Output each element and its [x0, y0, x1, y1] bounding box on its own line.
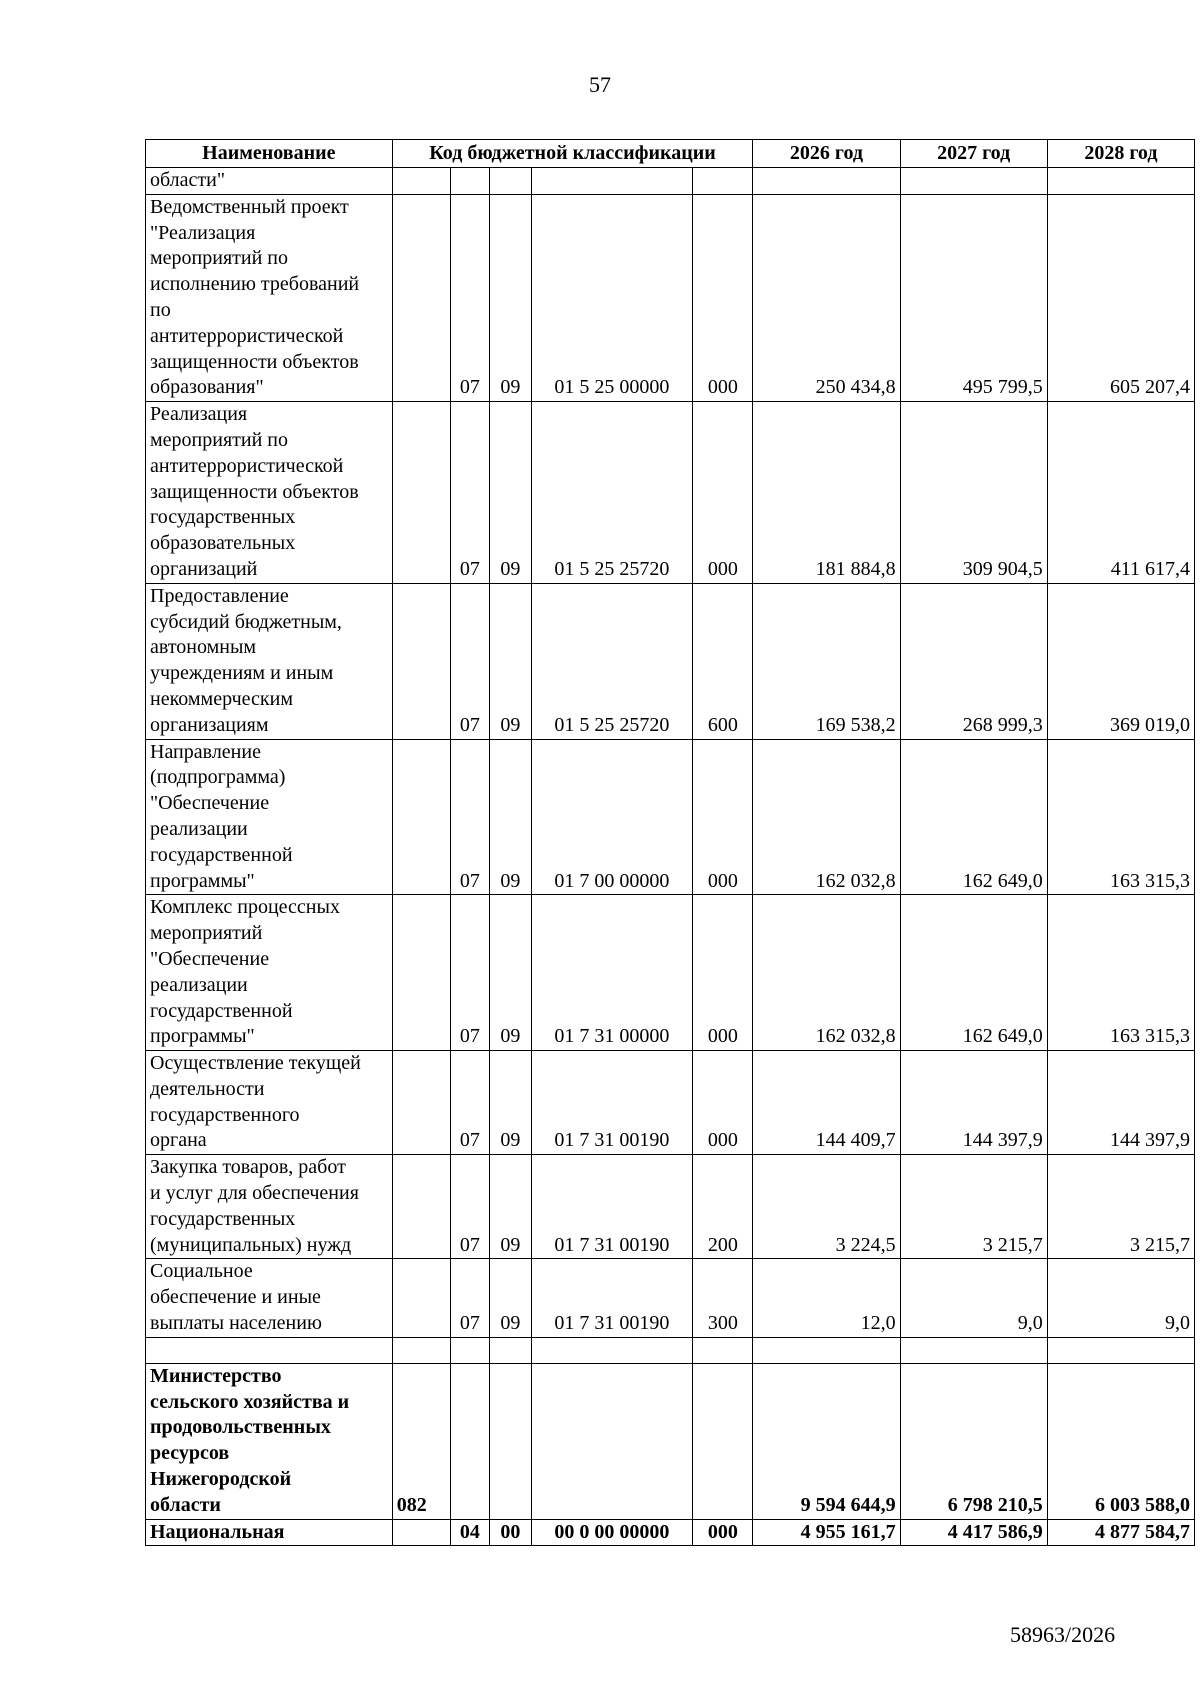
- cell-2028: 144 397,9: [1047, 1051, 1194, 1155]
- cell-2028: [1047, 168, 1194, 195]
- header-2028: 2028 год: [1047, 140, 1194, 168]
- cell-name: Министерство сельского хозяйства и продовольственных ресурсов Нижегородской области: [146, 1363, 393, 1519]
- table-row: [146, 1259, 1195, 1337]
- cell-2027: 4 417 586,9: [900, 1519, 1047, 1546]
- cell-2028: 9,0: [1047, 1259, 1194, 1337]
- cell-subsection: 09: [490, 1051, 531, 1155]
- table-row: [146, 583, 1195, 739]
- cell-section: 07: [450, 1259, 489, 1337]
- cell-subsection: [490, 1363, 531, 1519]
- cell-target-article: [531, 168, 693, 195]
- header-2027: 2027 год: [900, 140, 1047, 168]
- cell-target-article: 01 7 00 00000: [531, 739, 693, 895]
- cell-2026: 9 594 644,9: [753, 1363, 900, 1519]
- cell-section: 07: [450, 194, 489, 401]
- cell-subsection: [490, 1337, 531, 1363]
- cell-expense-type: 000: [693, 1519, 753, 1546]
- cell-2028: 411 617,4: [1047, 402, 1194, 584]
- cell-2028: 369 019,0: [1047, 583, 1194, 739]
- cell-2027: 9,0: [900, 1259, 1047, 1337]
- cell-2026: 4 955 161,7: [753, 1519, 900, 1546]
- cell-name: Национальная: [146, 1519, 393, 1546]
- cell-expense-type: 000: [693, 1051, 753, 1155]
- cell-subsection: 09: [490, 1155, 531, 1259]
- cell-2026: 3 224,5: [753, 1155, 900, 1259]
- cell-2026: 162 032,8: [753, 739, 900, 895]
- cell-2027: 309 904,5: [900, 402, 1047, 584]
- header-name: Наименование: [146, 140, 393, 168]
- cell-subsection: [490, 168, 531, 195]
- budget-table: [145, 139, 1195, 1546]
- cell-expense-type: 000: [693, 194, 753, 401]
- cell-target-article: 00 0 00 00000: [531, 1519, 693, 1546]
- cell-name: области": [146, 168, 393, 195]
- cell-name: Ведомственный проект "Реализация мероприятий по исполнению требований по антитеррористической защищенности объектов образования": [146, 194, 393, 401]
- cell-section: 07: [450, 739, 489, 895]
- cell-target-article: 01 5 25 25720: [531, 402, 693, 584]
- cell-expense-type: 200: [693, 1155, 753, 1259]
- cell-admin-code: [392, 1259, 450, 1337]
- cell-target-article: 01 7 31 00000: [531, 895, 693, 1051]
- header-budget-code: Код бюджетной классификации: [392, 140, 753, 168]
- cell-2027: 162 649,0: [900, 739, 1047, 895]
- table-header-row: [146, 140, 1195, 168]
- table-row: [146, 1051, 1195, 1155]
- document-number: 58963/2026: [1010, 1622, 1116, 1647]
- cell-target-article: 01 7 31 00190: [531, 1259, 693, 1337]
- cell-subsection: 09: [490, 1259, 531, 1337]
- cell-name: Реализация мероприятий по антитеррористической защищенности объектов государственных образовательных организаций: [146, 402, 393, 584]
- cell-admin-code: [392, 402, 450, 584]
- cell-target-article: 01 7 31 00190: [531, 1051, 693, 1155]
- table-row: [146, 168, 1195, 195]
- cell-2027: [900, 168, 1047, 195]
- cell-2027: 6 798 210,5: [900, 1363, 1047, 1519]
- cell-2027: 268 999,3: [900, 583, 1047, 739]
- cell-2026: 250 434,8: [753, 194, 900, 401]
- cell-2027: 495 799,5: [900, 194, 1047, 401]
- cell-subsection: 09: [490, 895, 531, 1051]
- cell-2026: 12,0: [753, 1259, 900, 1337]
- cell-name: Закупка товаров, работ и услуг для обеспечения государственных (муниципальных) нужд: [146, 1155, 393, 1259]
- table-row: [146, 1519, 1195, 1546]
- cell-2028: 163 315,3: [1047, 739, 1194, 895]
- cell-expense-type: [693, 168, 753, 195]
- cell-admin-code: [392, 583, 450, 739]
- cell-admin-code: [392, 1155, 450, 1259]
- cell-2028: 3 215,7: [1047, 1155, 1194, 1259]
- cell-admin-code: [392, 895, 450, 1051]
- cell-target-article: 01 7 31 00190: [531, 1155, 693, 1259]
- cell-name: Социальное обеспечение и иные выплаты населению: [146, 1259, 393, 1337]
- table-row: [146, 895, 1195, 1051]
- cell-subsection: 09: [490, 583, 531, 739]
- cell-expense-type: 300: [693, 1259, 753, 1337]
- cell-section: 07: [450, 1155, 489, 1259]
- cell-subsection: 09: [490, 739, 531, 895]
- cell-2028: [1047, 1337, 1194, 1363]
- cell-admin-code: [392, 739, 450, 895]
- cell-expense-type: 000: [693, 402, 753, 584]
- cell-2027: 162 649,0: [900, 895, 1047, 1051]
- header-2026: 2026 год: [753, 140, 900, 168]
- cell-section: [450, 1337, 489, 1363]
- cell-section: [450, 1363, 489, 1519]
- cell-2026: 144 409,7: [753, 1051, 900, 1155]
- cell-admin-code: [392, 1519, 450, 1546]
- cell-expense-type: [693, 1363, 753, 1519]
- table-row: [146, 1155, 1195, 1259]
- cell-admin-code: [392, 1337, 450, 1363]
- cell-target-article: [531, 1337, 693, 1363]
- table-row: [146, 739, 1195, 895]
- cell-2026: 181 884,8: [753, 402, 900, 584]
- cell-2028: 6 003 588,0: [1047, 1363, 1194, 1519]
- cell-2027: 144 397,9: [900, 1051, 1047, 1155]
- cell-2027: [900, 1337, 1047, 1363]
- cell-subsection: 09: [490, 194, 531, 401]
- cell-expense-type: [693, 1337, 753, 1363]
- cell-subsection: 09: [490, 402, 531, 584]
- cell-2026: 169 538,2: [753, 583, 900, 739]
- cell-admin-code: [392, 1051, 450, 1155]
- cell-name: [146, 1337, 393, 1363]
- cell-admin-code: [392, 194, 450, 401]
- table-row: [146, 402, 1195, 584]
- cell-2028: 605 207,4: [1047, 194, 1194, 401]
- cell-name: Направление (подпрограмма) "Обеспечение реализации государственной программы": [146, 739, 393, 895]
- cell-2026: 162 032,8: [753, 895, 900, 1051]
- cell-name: Осуществление текущей деятельности государственного органа: [146, 1051, 393, 1155]
- cell-section: 07: [450, 402, 489, 584]
- cell-2028: 4 877 584,7: [1047, 1519, 1194, 1546]
- cell-expense-type: 000: [693, 895, 753, 1051]
- cell-name: Предоставление субсидий бюджетным, автономным учреждениям и иным некоммерческим организациям: [146, 583, 393, 739]
- cell-target-article: [531, 1363, 693, 1519]
- table-row: [146, 1363, 1195, 1519]
- table-row: [146, 194, 1195, 401]
- cell-section: 07: [450, 1051, 489, 1155]
- cell-section: 04: [450, 1519, 489, 1546]
- cell-admin-code: [392, 168, 450, 195]
- table-body: [146, 168, 1195, 1546]
- page-number: 57: [589, 72, 611, 97]
- cell-expense-type: 600: [693, 583, 753, 739]
- cell-expense-type: 000: [693, 739, 753, 895]
- table-row: [146, 1337, 1195, 1363]
- cell-target-article: 01 5 25 25720: [531, 583, 693, 739]
- cell-section: 07: [450, 895, 489, 1051]
- cell-target-article: 01 5 25 00000: [531, 194, 693, 401]
- cell-admin-code: 082: [392, 1363, 450, 1519]
- cell-section: 07: [450, 583, 489, 739]
- cell-2028: 163 315,3: [1047, 895, 1194, 1051]
- cell-2027: 3 215,7: [900, 1155, 1047, 1259]
- cell-section: [450, 168, 489, 195]
- cell-subsection: 00: [490, 1519, 531, 1546]
- cell-name: Комплекс процессных мероприятий "Обеспечение реализации государственной программы": [146, 895, 393, 1051]
- cell-2026: [753, 1337, 900, 1363]
- cell-2026: [753, 168, 900, 195]
